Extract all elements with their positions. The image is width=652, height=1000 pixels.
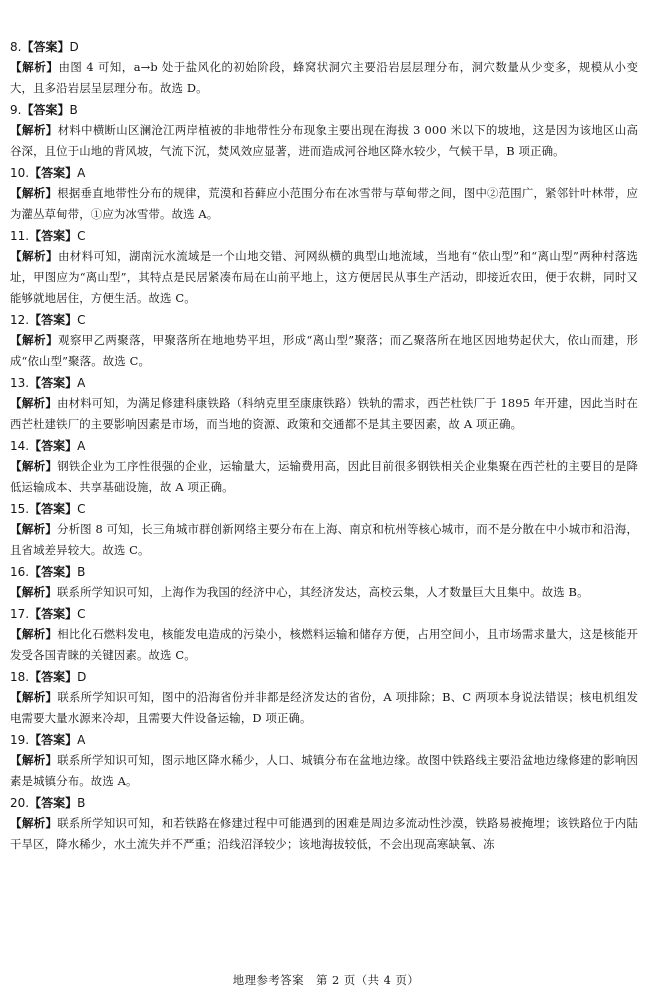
explanation-label: 【解析】: [10, 60, 59, 74]
explanation-paragraph: [10, 456, 638, 498]
answer-value: A: [77, 376, 86, 390]
explanation-text: 联系所学知识可知，和若铁路在修建过程中可能遇到的困难是周边多流动性沙漠，铁路易被掩埋；该铁路位于内陆干旱区，降水稀少，水土流失并不严重；沿线沼泽较少；该地海拔较低，不会出现高寒缺氧、冻: [10, 816, 638, 851]
answer-line: [10, 794, 638, 813]
explanation-text: 根据垂直地带性分布的规律，荒漠和苔藓应小范围分布在冰雪带与草甸带之间，图中②范围广，紧邻针叶林带，应为灌丛草甸带，①应为冰雪带。故选 A。: [10, 186, 638, 221]
answer-line: [10, 227, 638, 246]
question-item: [10, 500, 638, 561]
answer-line: [10, 101, 638, 120]
question-number: 8.: [10, 40, 22, 54]
question-number: 13.: [10, 376, 30, 390]
question-number: 20.: [10, 796, 30, 810]
answer-value: B: [77, 796, 86, 810]
answer-value: A: [77, 166, 86, 180]
answer-label: 【答案】: [29, 313, 78, 327]
explanation-paragraph: [10, 582, 638, 603]
explanation-paragraph: [10, 750, 638, 792]
explanation-text: 材料中横断山区澜沧江两岸植被的非地带性分布现象主要出现在海拔 3 000 米以下的坡地，这是因为该地区山高谷深，且位于山地的背风坡，气流下沉，焚风效应显著，进而造成河谷地区降水较少，气候干旱，B 项正确。: [10, 123, 638, 158]
question-number: 15.: [10, 502, 30, 516]
explanation-text: 联系所学知识可知，上海作为我国的经济中心，其经济发达，高校云集，人才数量巨大且集中。故选 B。: [56, 585, 589, 599]
question-item: [10, 794, 638, 855]
explanation-label: 【解析】: [10, 585, 57, 599]
explanation-text: 联系所学知识可知，图示地区降水稀少，人口、城镇分布在盆地边缘。故图中铁路线主要沿盆地边缘修建的影响因素是城镇分布。故选 A。: [10, 753, 638, 788]
answer-label: 【答案】: [29, 733, 78, 747]
question-item: [10, 374, 638, 435]
explanation-label: 【解析】: [10, 396, 58, 410]
question-number: 12.: [10, 313, 30, 327]
explanation-label: 【解析】: [10, 459, 58, 473]
explanation-paragraph: [10, 330, 638, 372]
answer-line: [10, 437, 638, 456]
answer-value: A: [77, 439, 86, 453]
explanation-paragraph: [10, 120, 638, 162]
answer-label: 【答案】: [29, 670, 78, 684]
question-item: [10, 311, 638, 372]
answer-label: 【答案】: [21, 103, 70, 117]
answer-line: [10, 38, 638, 57]
question-item: [10, 227, 638, 309]
answer-label: 【答案】: [29, 565, 78, 579]
answer-line: [10, 164, 638, 183]
answer-line: [10, 374, 638, 393]
explanation-label: 【解析】: [10, 249, 59, 263]
answer-value: C: [77, 607, 86, 621]
question-item: [10, 668, 638, 729]
question-item: [10, 563, 638, 603]
explanation-text: 分析图 8 可知，长三角城市群创新网络主要分布在上海、南京和杭州等核心城市，而不是分散在中小城市和沿海，且省域差异较大。故选 C。: [10, 522, 638, 557]
answer-value: B: [77, 565, 86, 579]
answer-label: 【答案】: [29, 607, 78, 621]
explanation-label: 【解析】: [10, 690, 58, 704]
question-number: 19.: [10, 733, 30, 747]
explanation-paragraph: [10, 246, 638, 309]
explanation-paragraph: [10, 813, 638, 855]
question-item: [10, 101, 638, 162]
answer-value: C: [77, 229, 86, 243]
answer-value: A: [77, 733, 86, 747]
explanation-label: 【解析】: [10, 627, 58, 641]
answer-value: C: [77, 502, 86, 516]
explanation-paragraph: [10, 687, 638, 729]
explanation-label: 【解析】: [10, 333, 59, 347]
question-number: 10.: [10, 166, 30, 180]
answer-list: [10, 38, 638, 857]
answer-line: [10, 605, 638, 624]
explanation-text: 钢铁企业为工序性很强的企业，运输量大，运输费用高，因此目前很多钢铁相关企业集聚在西芒杜的主要目的是降低运输成本、共享基础设施，故 A 项正确。: [10, 459, 638, 494]
answer-value: D: [69, 40, 79, 54]
explanation-text: 由材料可知，湖南沅水流域是一个山地交错、河网纵横的典型山地流域，当地有“依山型”和“离山型”两种村落选址，甲图应为“离山型”，其特点是民居紧凑布局在山前平地上，这方便居民从事生产活动，即接近农田，便于农耕，同时又能够就地居住，方便生活。故选 C。: [10, 249, 638, 305]
answer-label: 【答案】: [29, 502, 78, 516]
explanation-label: 【解析】: [10, 816, 58, 830]
explanation-paragraph: [10, 393, 638, 435]
explanation-text: 由图 4 可知，a→b 处于盐风化的初始阶段，蜂窝状洞穴主要沿岩层层理分布，洞穴数量从少变多，规模从小变大，且多沿岩层呈层理分布。故选 D。: [10, 60, 638, 95]
answer-value: B: [69, 103, 78, 117]
answer-label: 【答案】: [21, 40, 70, 54]
question-number: 14.: [10, 439, 30, 453]
answer-label: 【答案】: [29, 796, 78, 810]
explanation-text: 相比化石燃料发电，核能发电造成的污染小，核燃料运输和储存方便，占用空间小，且市场需求量大，这是核能开发受各国青睐的关键因素。故选 C。: [10, 627, 638, 662]
explanation-text: 观察甲乙两聚落，甲聚落所在地地势平坦，形成“离山型”聚落；而乙聚落所在地区因地势起伏大，依山而建，形成“依山型”聚落。故选 C。: [10, 333, 638, 368]
explanation-label: 【解析】: [10, 123, 58, 137]
explanation-label: 【解析】: [10, 522, 58, 536]
page-footer: 地理参考答案 第 2 页（共 4 页）: [232, 973, 420, 987]
answer-label: 【答案】: [29, 376, 78, 390]
question-item: [10, 437, 638, 498]
explanation-text: 由材料可知，为满足修建科康铁路（科纳克里至康康铁路）铁轨的需求，西芒杜铁厂于 1895 年开建，因此当时在西芒杜建铁厂的主要影响因素是市场，而当地的资源、政策和交通都不是其主要因素，故 A 项正确。: [10, 396, 638, 431]
answer-label: 【答案】: [29, 439, 78, 453]
answer-line: [10, 500, 638, 519]
answer-line: [10, 731, 638, 750]
question-number: 17.: [10, 607, 30, 621]
question-item: [10, 605, 638, 666]
explanation-paragraph: [10, 519, 638, 561]
answer-value: D: [77, 670, 87, 684]
question-item: [10, 731, 638, 792]
explanation-label: 【解析】: [10, 753, 58, 767]
explanation-paragraph: [10, 57, 638, 99]
question-number: 16.: [10, 565, 30, 579]
answer-line: [10, 311, 638, 330]
answer-label: 【答案】: [29, 166, 78, 180]
answer-line: [10, 563, 638, 582]
explanation-paragraph: [10, 624, 638, 666]
answer-label: 【答案】: [29, 229, 78, 243]
answer-value: C: [77, 313, 86, 327]
question-number: 9.: [10, 103, 22, 117]
explanation-label: 【解析】: [10, 186, 58, 200]
explanation-text: 联系所学知识可知，图中的沿海省份并非都是经济发达的省份，A 项排除；B、C 两项本身说法错误；核电机组发电需要大量水源来冷却，且需要大件设备运输，D 项正确。: [10, 690, 638, 725]
question-number: 11.: [10, 229, 30, 243]
explanation-paragraph: [10, 183, 638, 225]
question-number: 18.: [10, 670, 30, 684]
answer-line: [10, 668, 638, 687]
question-item: [10, 38, 638, 99]
question-item: [10, 164, 638, 225]
